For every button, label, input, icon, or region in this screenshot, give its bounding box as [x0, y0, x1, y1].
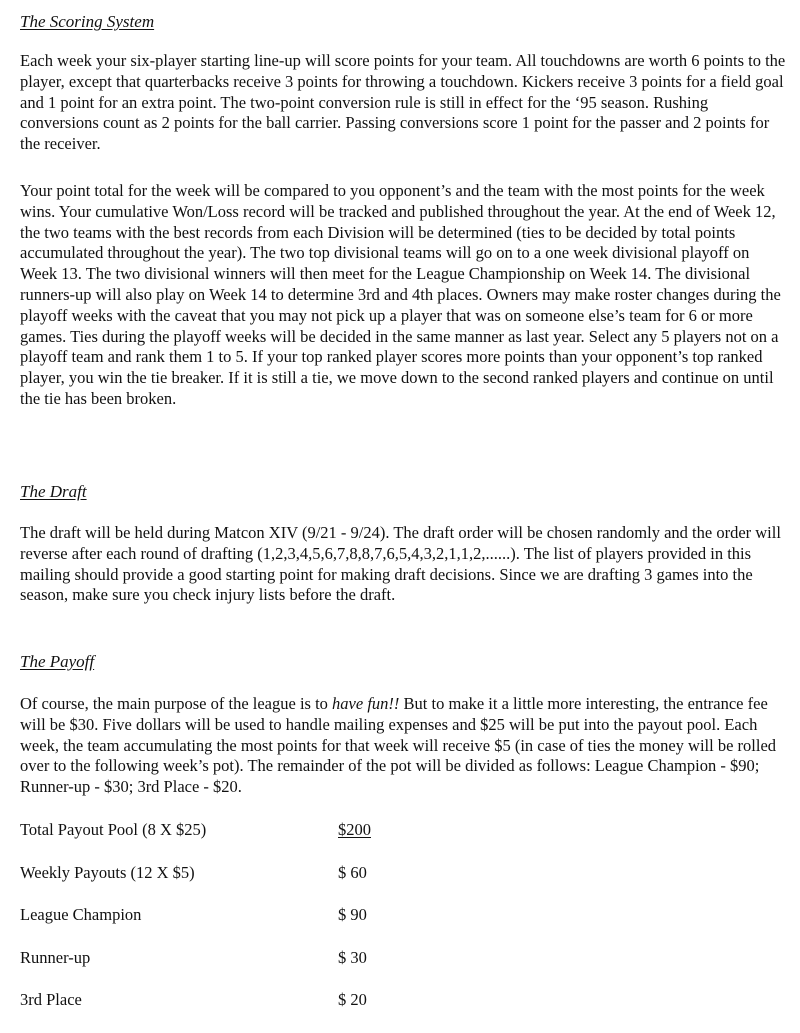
payout-row	[20, 863, 520, 906]
payout-row	[20, 990, 520, 1033]
payout-amount: $200	[338, 820, 371, 839]
payout-amount: $ 90	[338, 905, 367, 925]
payout-row	[20, 948, 520, 991]
scoring-heading: The Scoring System	[20, 12, 155, 31]
payout-label: Weekly Payouts (12 X $5)	[20, 862, 195, 882]
payout-label: Total Payout Pool (8 X $25)	[20, 820, 207, 839]
payoff-paragraph-emphasis: have fun!!	[332, 694, 400, 713]
payoff-paragraph	[20, 694, 790, 798]
draft-paragraph-text: The draft will be held during Matcon XIV (9/21 - 9/24). The draft order will be chosen randomly and the order will reverse after each round of drafting (1,2,3,4,5,6,7,8,8,7,6,5,4,3,2,1,1,2,......). The list of players provided in this mailing should provide a good starting point for making draft decisions. Since we are drafting 3 games into the season, make sure you check injury lists before the draft.	[20, 523, 781, 605]
payout-label: League Champion	[20, 905, 142, 925]
payoff-paragraph-end: But to make it a little more interesting, the entrance fee will be $30. Five dollars will be used to handle mailing expenses and $25 will be put into the payout pool. Each week, the team accumulating the most points for that week will receive $5 (in case of ties the money will be rolled over to the following week’s pot). The remainder of the pot will be divided as follows: League Champion - $90; Runner-up - $30; 3rd Place - $20.	[20, 694, 777, 797]
scoring-paragraph-2-text: Your point total for the week will be compared to you opponent’s and the team with the most points for the week wins. Your cumulative Won/Loss record will be tracked and published throughout the year. At the end of Week 12, the two teams with the best records from each Division will be determined (ties to be decided by total points accumulated throughout the year). The two top divisional teams will go on to a one week divisional playoff on Week 13. The two divisional winners will then meet for the League Championship on Week 14. The divisional runners-up will also play on Week 14 to determine 3rd and 4th places. Owners may make roster changes during the playoff weeks with the caveat that you may not pick up a player that was on someone else’s team for 6 or more games. Ties during the playoff weeks will be decided in the same manner as last year. Select any 5 players not on a playoff team and rank them 1 to 5. If your top ranked player scores more points than your opponent’s top ranked player, you win the tie breaker. If it is still a tie, we move down to the second ranked players and continue on until the tie has been broken.	[20, 181, 781, 408]
payout-amount: $ 60	[338, 862, 367, 882]
payoff-paragraph-start: Of course, the main purpose of the league is to	[20, 694, 333, 713]
payoff-heading: The Payoff	[20, 652, 95, 671]
payout-amount: $ 20	[338, 990, 367, 1010]
payout-row	[20, 905, 520, 948]
scoring-paragraph-1	[20, 51, 790, 155]
draft-paragraph	[20, 523, 790, 606]
payout-label: 3rd Place	[20, 990, 82, 1010]
scoring-paragraph-2	[20, 181, 790, 410]
scoring-paragraph-1-text: Each week your six-player starting line-up will score points for your team. All touchdowns are worth 6 points to the player, except that quarterbacks receive 3 points for throwing a touchdown. Kickers receive 3 points for a field goal and 1 point for an extra point. The two-point conversion rule is still in effect for the ‘95 season. Rushing conversions count as 2 points for the ball carrier. Passing conversions score 1 point for the passer and 2 points for the receiver.	[20, 51, 786, 154]
payout-table	[20, 820, 520, 1033]
payoff-paragraph-text	[20, 694, 790, 798]
payout-row	[20, 820, 520, 863]
payout-amount: $ 30	[338, 947, 367, 967]
payout-label: Runner-up	[20, 947, 91, 967]
draft-heading: The Draft	[20, 482, 87, 501]
